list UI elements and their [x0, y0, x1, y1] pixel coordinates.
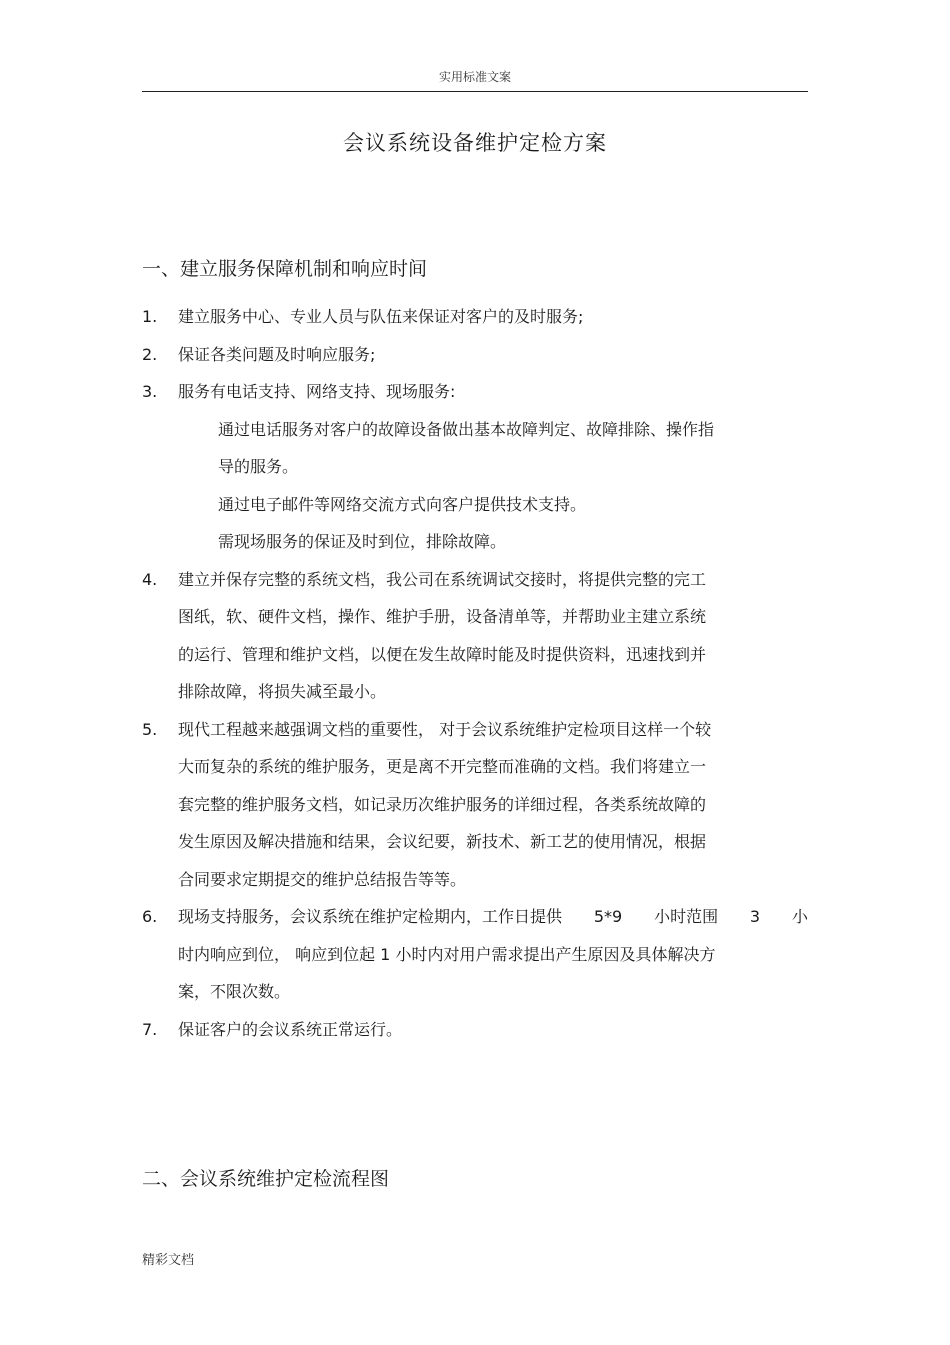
list-item-text [178, 298, 808, 336]
text-line: 合同要求定期提交的维护总结报告等等。 [178, 869, 467, 889]
list-item-text [178, 336, 808, 374]
text-segment: 5*9 [593, 907, 623, 926]
text-line: 建立并保存完整的系统文档，我公司在系统调试交接时，将提供完整的完工 [178, 569, 707, 589]
service-list [142, 298, 808, 1048]
text-line: 保证各类问题及时响应服务; [178, 344, 376, 364]
list-item-3 [142, 373, 808, 561]
text-line: 发生原因及解决措施和结果，会议纪要，新技术、新工艺的使用情况，根据 [178, 832, 707, 851]
text-segment: 小 [791, 907, 808, 926]
sub-line: 需现场服务的保证及时到位，排除故障。 [218, 532, 507, 551]
sub-line: 通过电话服务对客户的故障设备做出基本故障判定、故障排除、操作指 [218, 419, 715, 439]
list-number: 4. [142, 569, 158, 589]
sub-line: 导的服务。 [218, 457, 299, 476]
list-number: 2. [142, 344, 158, 364]
list-item-text [178, 373, 808, 561]
text-segment: 小时范围 [654, 907, 719, 926]
section-heading-1: 一、建立服务保障机制和响应时间 [142, 258, 428, 280]
list-number: 7. [142, 1019, 158, 1039]
text-line: 保证客户的会议系统正常运行。 [178, 1019, 403, 1039]
list-number: 6. [142, 907, 158, 926]
list-number: 1. [142, 307, 158, 326]
list-item-1 [142, 298, 808, 336]
list-item-6 [142, 898, 808, 1011]
text-segment: 3 [749, 907, 761, 926]
text-line: 时内响应到位， 响应到位起 1 小时内对用户需求提出产生原因及具体解决方 [178, 944, 716, 964]
list-item-7 [142, 1011, 808, 1049]
text-line: 套完整的维护服务文档，如记录历次维护服务的详细过程，各类系统故障的 [178, 794, 707, 814]
page-footer: 精彩文档 [142, 1253, 195, 1268]
list-item-4 [142, 561, 808, 711]
list-item-text [178, 561, 808, 711]
list-item-2 [142, 336, 808, 374]
text-line: 现代工程越来越强调文档的重要性， 对于会议系统维护定检项目这样一个较 [178, 719, 712, 739]
text-line: 建立服务中心、专业人员与队伍来保证对客户的及时服务; [178, 307, 584, 326]
list-item-text [178, 711, 808, 899]
list-item-text [178, 1011, 808, 1049]
section-heading-2: 二、会议系统维护定检流程图 [142, 1168, 390, 1190]
text-segment: 现场支持服务，会议系统在维护定检期内，工作日提供 [178, 907, 563, 926]
text-line: 案，不限次数。 [178, 982, 291, 1001]
text-line: 大而复杂的系统的维护服务，更是离不开完整而准确的文档。我们将建立一 [178, 757, 707, 776]
list-number: 5. [142, 719, 158, 739]
header-divider [142, 91, 808, 92]
text-line: 的运行、管理和维护文档，以便在发生故障时能及时提供资料，迅速找到并 [178, 644, 707, 664]
text-line: 服务有电话支持、网络支持、现场服务: [178, 382, 456, 401]
list-number: 3. [142, 382, 158, 401]
list-item-5 [142, 711, 808, 899]
justified-line [178, 898, 808, 936]
document-title: 会议系统设备维护定检方案 [343, 131, 607, 155]
header-text: 实用标准文案 [438, 70, 511, 84]
text-line: 排除故障，将损失减至最小。 [178, 682, 387, 701]
sub-line: 通过电子邮件等网络交流方式向客户提供技术支持。 [218, 494, 587, 514]
text-line: 图纸，软、硬件文档，操作、维护手册，设备清单等，并帮助业主建立系统 [178, 607, 707, 626]
list-item-text [178, 898, 808, 1011]
